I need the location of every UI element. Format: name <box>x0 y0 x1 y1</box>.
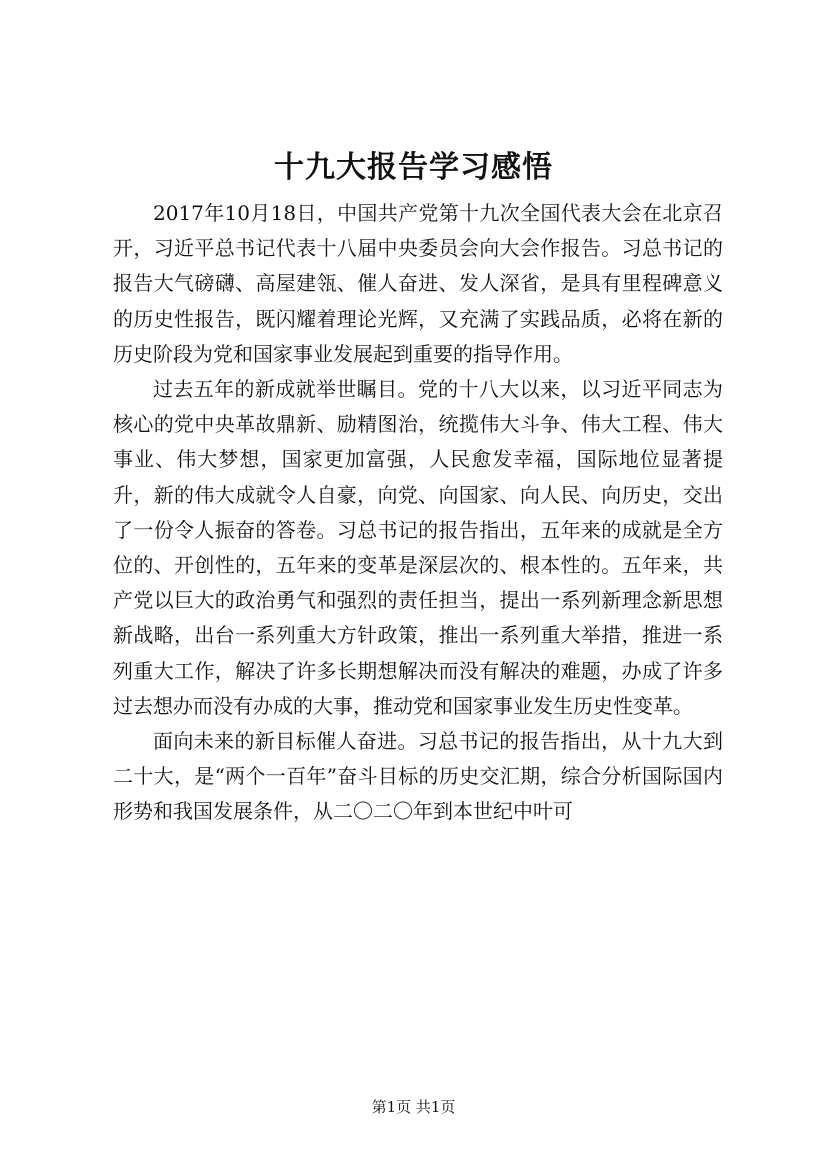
paragraph-1: 2017年10月18日，中国共产党第十九次全国代表大会在北京召开，习近平总书记代表十八届中央委员会向大会作报告。习总书记的报告大气磅礴、高屋建瓴、催人奋进、发人深省，是具有里程碑意义的历史性报告，既闪耀着理论光辉，又充满了实践品质，必将在新的历史阶段为党和国家事业发展起到重要的指导作用。 <box>113 201 723 366</box>
paragraph-3: 面向未来的新目标催人奋进。习总书记的报告指出，从十九大到二十大，是“两个一百年”奋斗目标的历史交汇期，综合分析国际国内形势和我国发展条件，从二〇二〇年到本世纪中叶可 <box>113 729 723 824</box>
page-footer: 第1页 共1页 <box>371 1098 456 1116</box>
document-body <box>113 196 723 830</box>
paragraph-2: 过去五年的新成就举世瞩目。党的十八大以来，以习近平同志为核心的党中央革故鼎新、励精图治，统揽伟大斗争、伟大工程、伟大事业、伟大梦想，国家更加富强，人民愈发幸福，国际地位显著提升，新的伟大成就令人自豪，向党、向国家、向人民、向历史，交出了一份令人振奋的答卷。习总书记的报告指出，五年来的成就是全方位的、开创性的，五年来的变革是深层次的、根本性的。五年来，共产党以巨大的政治勇气和强烈的责任担当，提出一系列新理念新思想新战略，出台一系列重大方针政策，推出一系列重大举措，推进一系列重大工作，解决了许多长期想解决而没有解决的难题，办成了许多过去想办而没有办成的大事，推动党和国家事业发生历史性变革。 <box>113 377 723 718</box>
document-title: 十九大报告学习感悟 <box>274 150 553 185</box>
